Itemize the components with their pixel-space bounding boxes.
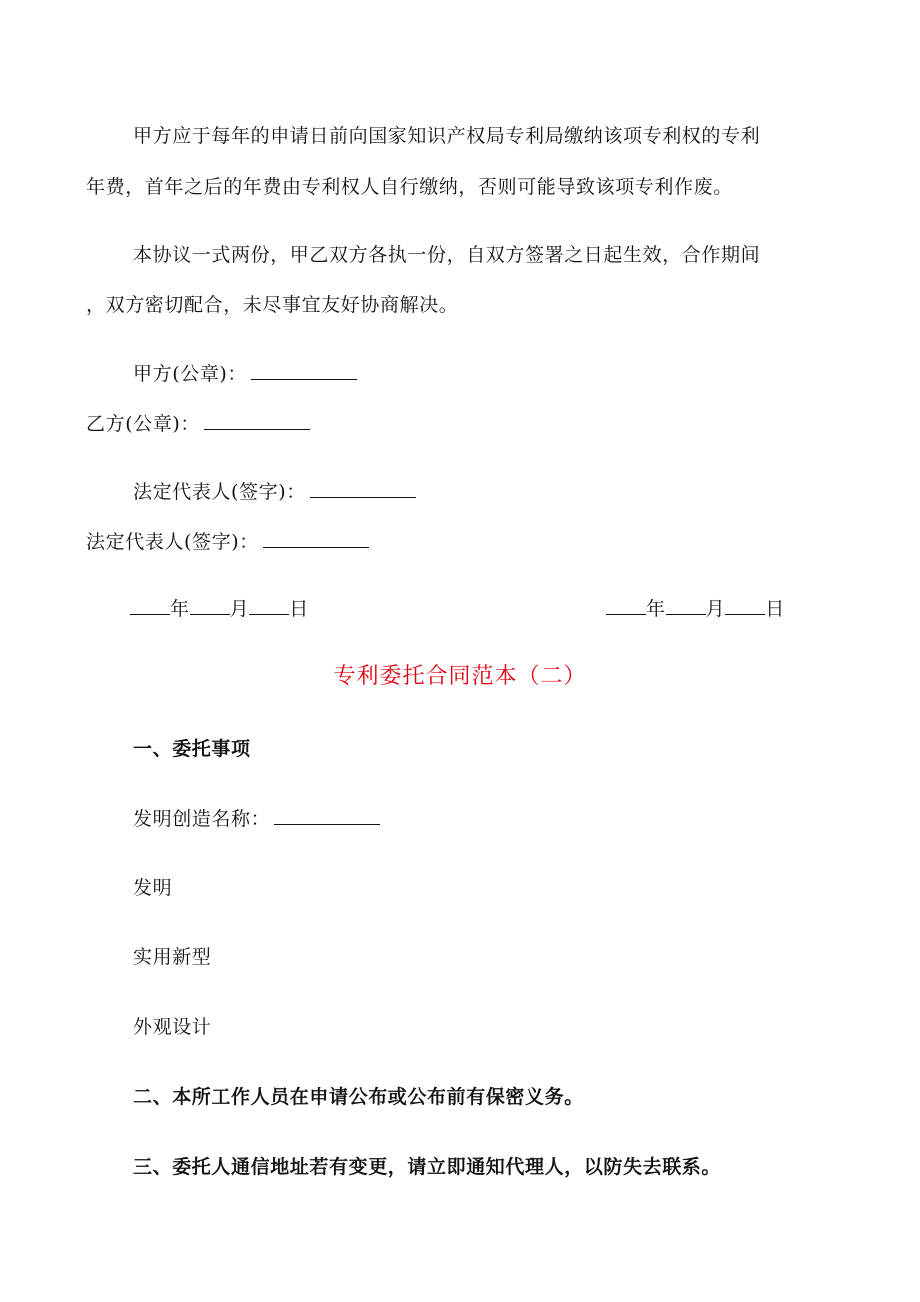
item3-address-change: 三、委托人通信地址若有变更，请立即通知代理人，以防失去联系。 <box>133 1156 722 1178</box>
paragraph-agreement-line2: ，双方密切配合，未尽事宜友好协商解决。 <box>86 294 459 316</box>
year-label-right: 年 <box>646 598 666 620</box>
item1-heading: 一、委托事项 <box>133 738 251 760</box>
invention-name-blank[interactable] <box>274 806 380 825</box>
legal-rep-a-label: 法定代表人(签字)： <box>133 481 306 503</box>
date-line-right <box>606 596 785 621</box>
party-a-seal-line <box>133 361 357 386</box>
day-label-right: 日 <box>765 598 785 620</box>
year-label-left: 年 <box>170 598 190 620</box>
paragraph-patent-fee-line1: 甲方应于每年的申请日前向国家知识产权局专利局缴纳该项专利权的专利 <box>133 125 761 147</box>
year-blank-right[interactable] <box>606 596 646 615</box>
type-design: 外观设计 <box>133 1016 212 1038</box>
section-title: 专利委托合同范本（二） <box>333 664 587 689</box>
month-blank-left[interactable] <box>190 596 230 615</box>
legal-rep-b-label: 法定代表人(签字)： <box>86 531 259 553</box>
year-blank-left[interactable] <box>130 596 170 615</box>
party-b-seal-label: 乙方(公章)： <box>86 413 201 435</box>
party-b-seal-line <box>86 411 310 436</box>
paragraph-agreement-line1: 本协议一式两份，甲乙双方各执一份，自双方签署之日起生效，合作期间 <box>133 244 761 266</box>
invention-name-label: 发明创造名称： <box>133 808 271 830</box>
day-label-left: 日 <box>289 598 309 620</box>
day-blank-right[interactable] <box>725 596 765 615</box>
type-invention: 发明 <box>133 877 173 899</box>
party-a-seal-label: 甲方(公章)： <box>133 363 248 385</box>
date-line-left <box>130 596 309 621</box>
type-utility-model: 实用新型 <box>133 946 212 968</box>
legal-rep-a-line <box>133 479 416 504</box>
legal-rep-a-blank[interactable] <box>310 479 416 498</box>
month-label-right: 月 <box>705 598 726 620</box>
legal-rep-b-line <box>86 529 369 554</box>
item2-confidentiality: 二、本所工作人员在申请公布或公布前有保密义务。 <box>133 1086 584 1108</box>
party-a-seal-blank[interactable] <box>251 361 357 380</box>
party-b-seal-blank[interactable] <box>204 411 310 430</box>
month-blank-right[interactable] <box>666 596 706 615</box>
invention-name-line <box>133 806 380 831</box>
month-label-left: 月 <box>229 598 250 620</box>
day-blank-left[interactable] <box>249 596 289 615</box>
paragraph-patent-fee-line2: 年费，首年之后的年费由专利权人自行缴纳，否则可能导致该项专利作废。 <box>86 176 733 198</box>
legal-rep-b-blank[interactable] <box>263 529 369 548</box>
